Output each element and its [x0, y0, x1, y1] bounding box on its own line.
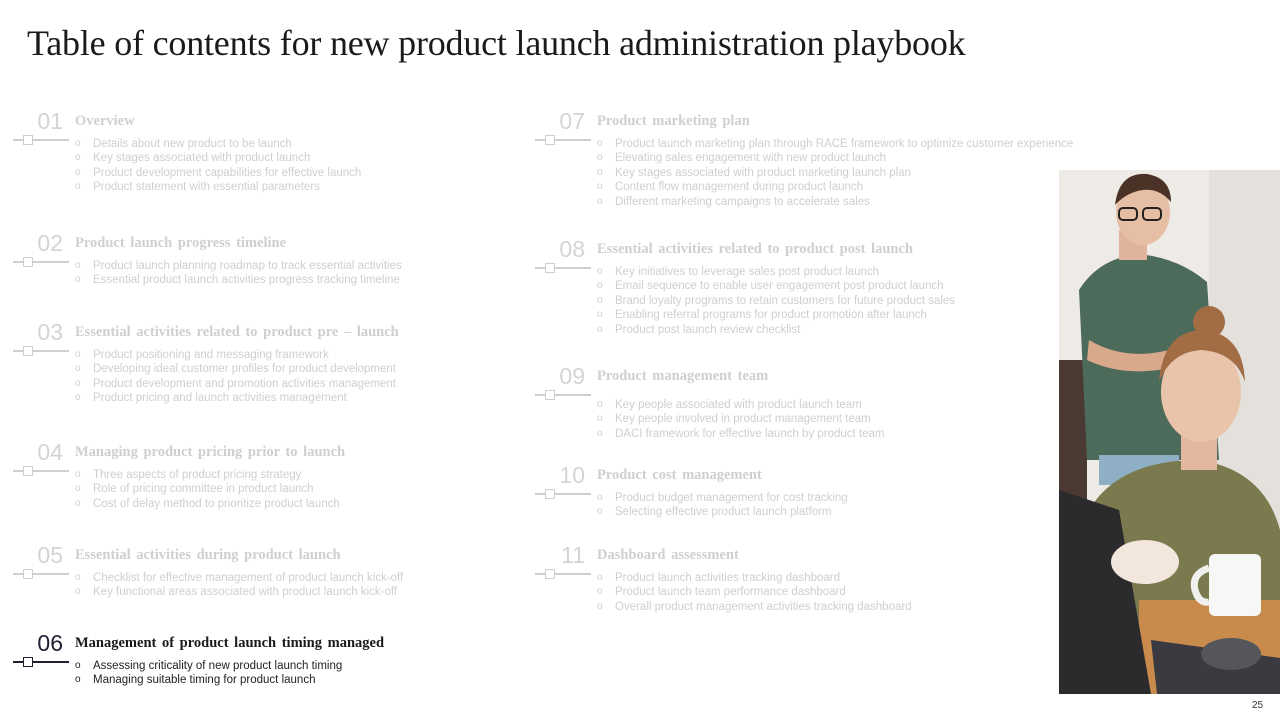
- section-number: 03: [37, 319, 63, 345]
- section-bullets: [75, 348, 396, 406]
- section-bullets: [597, 571, 912, 614]
- section-number: 07: [559, 108, 585, 134]
- slider-marker-icon: [13, 657, 69, 667]
- team-photo: [1059, 170, 1280, 694]
- slider-marker-icon: [535, 569, 591, 579]
- bullet-item: o Product launch planning roadmap to track essential activities: [75, 260, 402, 272]
- bullet-item: o Product pricing and launch activities management: [75, 392, 347, 405]
- section-title: Management of product launch timing managed: [75, 635, 385, 651]
- section-bullets: [75, 571, 403, 600]
- section-bullets: [75, 659, 342, 688]
- section-title: Product marketing plan: [597, 113, 750, 129]
- section-number: 10: [559, 462, 585, 488]
- slider-marker-icon: [13, 135, 69, 145]
- bullet-item: o DACI framework for effective launch by product team: [597, 427, 885, 440]
- section-number: 05: [37, 542, 63, 568]
- slider-marker-icon: [13, 346, 69, 356]
- page-title: Table of contents for new product launch administration playbook: [27, 23, 966, 63]
- bullet-item: o Details about new product to be launch: [75, 138, 292, 150]
- section-bullets: [597, 265, 955, 337]
- bullet-item: o Product development and promotion activities management: [75, 377, 397, 390]
- bullet-item: o Key stages associated with product launch: [75, 152, 311, 165]
- bullet-item: o Managing suitable timing for product launch: [75, 674, 316, 687]
- section-title: Essential activities related to product pre – launch: [75, 324, 399, 340]
- bullet-item: o Product launch marketing plan through RACE framework to optimize customer experience: [597, 138, 1074, 150]
- section-bullets: [597, 491, 848, 520]
- section-title: Overview: [75, 113, 135, 129]
- bullet-item: o Product launch activities tracking dashboard: [597, 572, 841, 584]
- bullet-item: o Content flow management during product launch: [597, 181, 864, 194]
- bullet-item: o Essential product launch activities progress tracking timeline: [75, 274, 400, 287]
- section-title: Essential activities related to product post launch: [597, 241, 913, 257]
- slider-marker-icon: [535, 390, 591, 400]
- section-number: 02: [37, 230, 63, 256]
- bullet-item: o Selecting effective product launch platform: [597, 506, 832, 519]
- bullet-item: o Elevating sales engagement with new product launch: [597, 152, 887, 165]
- section-number: 04: [37, 439, 63, 465]
- bullet-item: o Overall product management activities tracking dashboard: [597, 600, 912, 613]
- slider-marker-icon: [535, 135, 591, 145]
- section-bullets: [75, 259, 402, 288]
- section-number: 01: [37, 108, 63, 134]
- bullet-item: o Product launch team performance dashboard: [597, 586, 846, 599]
- bullet-item: o Key people involved in product management team: [597, 413, 871, 426]
- slider-marker-icon: [13, 466, 69, 476]
- section-title: Product launch progress timeline: [75, 235, 287, 251]
- bullet-item: o Email sequence to enable user engagement post product launch: [597, 280, 944, 293]
- bullet-item: o Product post launch review checklist: [597, 323, 801, 336]
- section-bullets: [75, 468, 340, 511]
- bullet-item: o Key initiatives to leverage sales post product launch: [597, 266, 880, 278]
- section-title: Dashboard assessment: [597, 547, 739, 563]
- bullet-item: o Product statement with essential parameters: [75, 181, 320, 194]
- section-title: Product cost management: [597, 467, 762, 483]
- bullet-item: o Key people associated with product launch team: [597, 399, 862, 411]
- bullet-item: o Enabling referral programs for product promotion after launch: [597, 309, 927, 322]
- bullet-item: o Different marketing campaigns to accelerate sales: [597, 195, 870, 208]
- slider-marker-icon: [535, 263, 591, 273]
- section-bullets: [75, 137, 361, 195]
- section-title: Managing product pricing prior to launch: [75, 444, 346, 460]
- bullet-item: o Checklist for effective management of product launch kick-off: [75, 572, 404, 584]
- section-number: 06: [37, 630, 63, 656]
- section-number: 11: [561, 542, 585, 568]
- section-number: 08: [559, 236, 585, 262]
- slider-marker-icon: [13, 569, 69, 579]
- bullet-item: o Developing ideal customer profiles for product development: [75, 363, 396, 376]
- page-number: 25: [1252, 700, 1264, 711]
- section-number: 09: [559, 363, 585, 389]
- section-bullets: [597, 137, 1073, 209]
- slider-marker-icon: [535, 489, 591, 499]
- bullet-item: o Role of pricing committee in product launch: [75, 483, 314, 496]
- bullet-item: o Product positioning and messaging framework: [75, 349, 329, 361]
- section-bullets: [597, 398, 885, 441]
- bullet-item: o Key stages associated with product marketing launch plan: [597, 166, 911, 179]
- bullet-item: o Assessing criticality of new product launch timing: [75, 660, 343, 672]
- bullet-item: o Cost of delay method to prioritize product launch: [75, 497, 340, 510]
- bullet-item: o Product development capabilities for effective launch: [75, 166, 362, 179]
- bullet-item: o Product budget management for cost tracking: [597, 492, 848, 504]
- bullet-item: o Brand loyalty programs to retain customers for future product sales: [597, 294, 956, 307]
- section-title: Product management team: [597, 368, 769, 384]
- bullet-item: o Key functional areas associated with product launch kick-off: [75, 586, 398, 599]
- slider-marker-icon: [13, 257, 69, 267]
- bullet-item: o Three aspects of product pricing strategy: [75, 469, 302, 481]
- section-title: Essential activities during product launch: [75, 547, 341, 563]
